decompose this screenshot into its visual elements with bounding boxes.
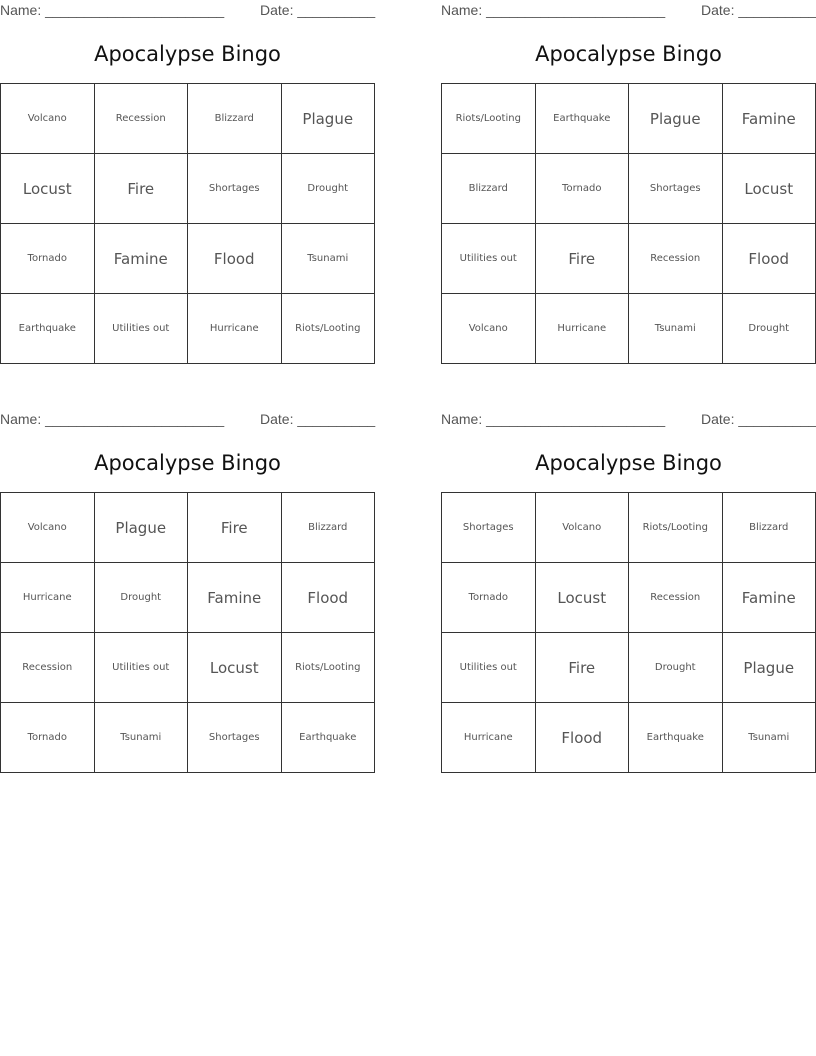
bingo-cell: Flood bbox=[535, 703, 629, 773]
bingo-cell: Riots/Looting bbox=[629, 493, 723, 563]
bingo-cell: Volcano bbox=[1, 84, 95, 154]
bingo-cell: Tsunami bbox=[722, 703, 816, 773]
bingo-cell: Fire bbox=[535, 224, 629, 294]
grid-row bbox=[442, 703, 816, 773]
bingo-cell: Riots/Looting bbox=[281, 294, 375, 364]
bingo-cell: Recession bbox=[1, 633, 95, 703]
bingo-cell: Hurricane bbox=[188, 294, 282, 364]
bingo-cell: Tornado bbox=[535, 154, 629, 224]
bingo-cell: Tornado bbox=[1, 224, 95, 294]
bingo-cell: Flood bbox=[188, 224, 282, 294]
bingo-cell: Locust bbox=[188, 633, 282, 703]
bingo-cell: Plague bbox=[722, 633, 816, 703]
date-field: Date: __________ bbox=[260, 2, 376, 18]
bingo-cell: Fire bbox=[188, 493, 282, 563]
card-header bbox=[441, 0, 816, 20]
bingo-cell: Recession bbox=[629, 224, 723, 294]
bingo-cell: Plague bbox=[281, 84, 375, 154]
grid-row bbox=[1, 703, 375, 773]
bingo-card-3 bbox=[0, 409, 375, 773]
grid-row bbox=[442, 563, 816, 633]
bingo-cell: Blizzard bbox=[442, 154, 536, 224]
bingo-cell: Locust bbox=[1, 154, 95, 224]
bingo-cell: Utilities out bbox=[94, 633, 188, 703]
bingo-cell: Famine bbox=[722, 563, 816, 633]
grid-row bbox=[1, 84, 375, 154]
bingo-cell: Famine bbox=[722, 84, 816, 154]
bingo-cell: Hurricane bbox=[1, 563, 95, 633]
bingo-cell: Fire bbox=[535, 633, 629, 703]
bingo-cell: Earthquake bbox=[1, 294, 95, 364]
card-header bbox=[0, 409, 375, 429]
bingo-cell: Shortages bbox=[188, 703, 282, 773]
bingo-cell: Blizzard bbox=[722, 493, 816, 563]
bingo-cell: Volcano bbox=[442, 294, 536, 364]
bingo-grid bbox=[441, 492, 816, 773]
card-header bbox=[441, 409, 816, 429]
grid-row bbox=[1, 633, 375, 703]
grid-row bbox=[442, 154, 816, 224]
bingo-cell: Utilities out bbox=[442, 633, 536, 703]
bingo-cell: Tsunami bbox=[281, 224, 375, 294]
name-field: Name: _______________________ bbox=[0, 411, 225, 427]
date-field: Date: __________ bbox=[701, 411, 816, 427]
bingo-cell: Fire bbox=[94, 154, 188, 224]
bingo-cell: Riots/Looting bbox=[442, 84, 536, 154]
date-field: Date: __________ bbox=[701, 2, 816, 18]
bingo-cell: Recession bbox=[629, 563, 723, 633]
card-title: Apocalypse Bingo bbox=[94, 42, 281, 66]
grid-row bbox=[442, 84, 816, 154]
grid-row bbox=[442, 224, 816, 294]
bingo-cell: Famine bbox=[188, 563, 282, 633]
grid-row bbox=[1, 294, 375, 364]
bingo-cell: Volcano bbox=[535, 493, 629, 563]
name-field: Name: _______________________ bbox=[441, 411, 666, 427]
bingo-cell: Tsunami bbox=[629, 294, 723, 364]
grid-row bbox=[1, 493, 375, 563]
bingo-cell: Shortages bbox=[629, 154, 723, 224]
grid-row bbox=[1, 224, 375, 294]
bingo-cell: Flood bbox=[281, 563, 375, 633]
bingo-cell: Drought bbox=[629, 633, 723, 703]
bingo-cell: Earthquake bbox=[281, 703, 375, 773]
bingo-cell: Hurricane bbox=[442, 703, 536, 773]
name-field: Name: _______________________ bbox=[441, 2, 666, 18]
card-header bbox=[0, 0, 375, 20]
bingo-cell: Drought bbox=[94, 563, 188, 633]
bingo-cell: Volcano bbox=[1, 493, 95, 563]
bingo-card-1 bbox=[0, 0, 375, 364]
card-title: Apocalypse Bingo bbox=[535, 451, 722, 475]
grid-row bbox=[1, 154, 375, 224]
name-field: Name: _______________________ bbox=[0, 2, 225, 18]
bingo-cell: Tornado bbox=[442, 563, 536, 633]
grid-row bbox=[442, 493, 816, 563]
date-field: Date: __________ bbox=[260, 411, 376, 427]
bingo-cell: Shortages bbox=[188, 154, 282, 224]
grid-row bbox=[442, 633, 816, 703]
bingo-grid bbox=[0, 83, 375, 364]
bingo-cell: Locust bbox=[722, 154, 816, 224]
bingo-cell: Locust bbox=[535, 563, 629, 633]
bingo-grid bbox=[0, 492, 375, 773]
bingo-cell: Utilities out bbox=[442, 224, 536, 294]
bingo-cell: Plague bbox=[629, 84, 723, 154]
bingo-card-4 bbox=[441, 409, 816, 773]
bingo-cell: Riots/Looting bbox=[281, 633, 375, 703]
bingo-cell: Famine bbox=[94, 224, 188, 294]
bingo-cell: Blizzard bbox=[188, 84, 282, 154]
bingo-cell: Tornado bbox=[1, 703, 95, 773]
bingo-cell: Hurricane bbox=[535, 294, 629, 364]
bingo-cell: Tsunami bbox=[94, 703, 188, 773]
bingo-cell: Recession bbox=[94, 84, 188, 154]
bingo-grid bbox=[441, 83, 816, 364]
card-title: Apocalypse Bingo bbox=[535, 42, 722, 66]
grid-row bbox=[1, 563, 375, 633]
bingo-cell: Earthquake bbox=[535, 84, 629, 154]
bingo-cell: Drought bbox=[722, 294, 816, 364]
bingo-cell: Shortages bbox=[442, 493, 536, 563]
bingo-card-2 bbox=[441, 0, 816, 364]
bingo-cell: Utilities out bbox=[94, 294, 188, 364]
bingo-cell: Drought bbox=[281, 154, 375, 224]
bingo-cell: Blizzard bbox=[281, 493, 375, 563]
bingo-cell: Flood bbox=[722, 224, 816, 294]
bingo-cell: Earthquake bbox=[629, 703, 723, 773]
bingo-cell: Plague bbox=[94, 493, 188, 563]
card-title: Apocalypse Bingo bbox=[94, 451, 281, 475]
grid-row bbox=[442, 294, 816, 364]
